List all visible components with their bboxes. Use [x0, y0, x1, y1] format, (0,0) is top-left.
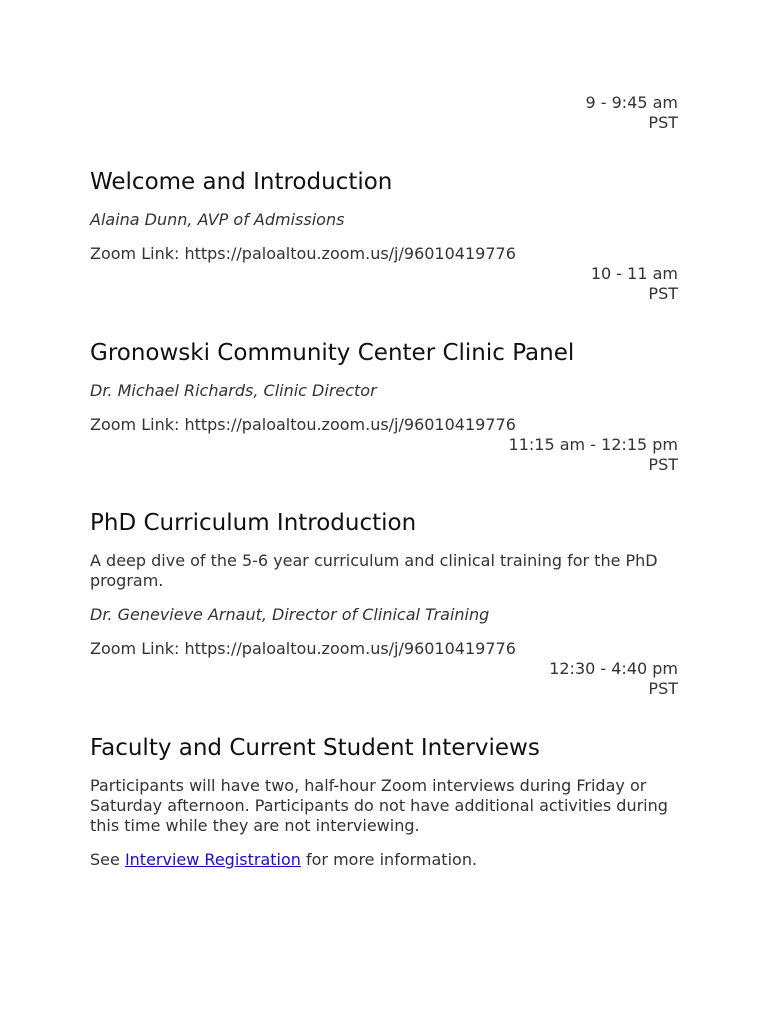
session-description: Participants will have two, half-hour Zoom interviews during Friday or Saturday afternoon. Participants do not have additional activities during this time while they are not interviewing. — [90, 776, 668, 835]
session-time-zone: PST — [648, 455, 678, 474]
session-time-range: 9 - 9:45 am — [585, 93, 678, 112]
session-speaker: Alaina Dunn, AVP of Admissions — [90, 210, 345, 229]
session-time — [90, 435, 678, 475]
session-description: A deep dive of the 5-6 year curriculum and clinical training for the PhD program. — [90, 551, 658, 590]
session-interviews — [90, 659, 678, 870]
session-speaker: Dr. Michael Richards, Clinic Director — [90, 381, 377, 400]
session-title: PhD Curriculum Introduction — [90, 510, 417, 536]
session-title: Gronowski Community Center Clinic Panel — [90, 340, 575, 366]
session-time-zone: PST — [648, 113, 678, 132]
session-clinic-panel — [90, 264, 678, 435]
see-prefix: See — [90, 850, 125, 869]
session-zoom-link: Zoom Link: https://paloaltou.zoom.us/j/96010419776 — [90, 415, 516, 434]
session-time-range: 10 - 11 am — [590, 264, 678, 283]
session-time — [90, 659, 678, 699]
session-time-zone: PST — [648, 284, 678, 303]
session-time-range: 12:30 - 4:40 pm — [549, 659, 678, 678]
see-suffix: for more information. — [300, 850, 478, 869]
interview-registration-link[interactable]: Interview Registration — [124, 850, 301, 869]
session-phd-curriculum — [90, 435, 678, 659]
session-time-zone: PST — [648, 679, 678, 698]
see-more-line — [90, 850, 678, 870]
session-welcome — [90, 93, 678, 264]
session-zoom-link: Zoom Link: https://paloaltou.zoom.us/j/96010419776 — [90, 639, 516, 658]
session-time — [90, 93, 678, 133]
session-speaker: Dr. Genevieve Arnaut, Director of Clinical Training — [90, 605, 490, 624]
session-title: Faculty and Current Student Interviews — [90, 735, 540, 761]
session-title: Welcome and Introduction — [90, 169, 393, 195]
session-time — [90, 264, 678, 304]
session-time-range: 11:15 am - 12:15 pm — [508, 435, 678, 454]
session-zoom-link: Zoom Link: https://paloaltou.zoom.us/j/96010419776 — [90, 244, 516, 263]
